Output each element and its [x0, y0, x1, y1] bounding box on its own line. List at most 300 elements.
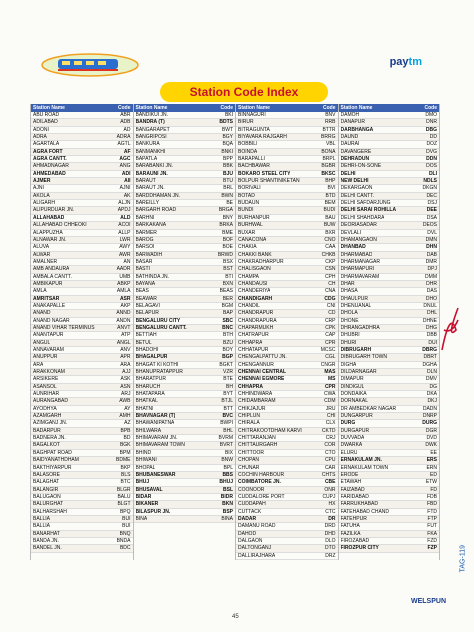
station-name: BHAWANIPATNA — [135, 420, 175, 427]
station-name: FARRUKHABAD — [340, 501, 379, 508]
table-row — [236, 134, 338, 141]
station-code: DHR — [426, 280, 437, 287]
table-row — [134, 296, 236, 303]
station-code: CTO — [325, 449, 336, 456]
station-name: DHOLA — [340, 310, 358, 317]
station-code: BTU — [223, 178, 233, 185]
table-row — [339, 222, 440, 229]
station-code: BOY — [222, 347, 233, 353]
station-code: BTD — [325, 192, 336, 199]
table-row — [236, 281, 338, 288]
table-row — [236, 119, 338, 126]
station-name: ALUVA — [33, 244, 50, 251]
table-row — [134, 230, 236, 237]
station-name: FATUHA — [340, 523, 360, 530]
table-row — [134, 406, 236, 413]
station-code: CNI — [326, 302, 336, 309]
table-row — [339, 435, 440, 442]
table-row — [339, 281, 440, 288]
station-name: DEKARGAON — [340, 185, 373, 192]
station-name: DILDARNAGAR — [340, 369, 377, 376]
station-name: ASANSOL — [33, 383, 57, 390]
station-name: AMRITSAR — [33, 295, 60, 302]
station-name: DHAR — [340, 280, 355, 287]
table-row — [31, 347, 133, 354]
station-code: BBK — [222, 163, 233, 170]
table-row — [31, 457, 133, 464]
station-name: DELHI SAFDARJUNG — [340, 200, 391, 207]
station-code: CAP — [325, 332, 336, 339]
table-column — [30, 104, 133, 560]
station-name: DAHOD — [238, 530, 257, 537]
station-name: BINNAGURI — [238, 112, 266, 118]
station-code: DMV — [425, 376, 437, 383]
station-code: DSJ — [427, 200, 437, 207]
station-name: AMALNER — [33, 258, 58, 265]
station-name: ALWAR — [33, 251, 51, 258]
station-code: DTO — [325, 545, 336, 552]
station-name: DELHI SARAI ROHILLA — [340, 207, 397, 214]
station-code: BONA — [321, 148, 336, 155]
station-name: BHUSAVAL — [135, 486, 163, 493]
station-name: BUNDI — [238, 207, 254, 214]
station-code: BGBR — [321, 163, 336, 170]
table-row — [134, 119, 236, 126]
station-code: DOS — [426, 163, 437, 170]
station-code: AGC — [119, 156, 131, 163]
station-code: BOF — [222, 236, 233, 243]
station-name: BOBBILI — [238, 141, 258, 148]
table-row — [236, 171, 338, 178]
station-code: ANGL — [116, 339, 131, 346]
table-column — [235, 104, 338, 560]
station-code: CLX — [325, 420, 336, 427]
station-code: BRGA — [218, 207, 233, 214]
station-code: DMM — [425, 273, 437, 280]
station-code: BNDA — [116, 537, 131, 544]
station-name: BHUJ — [135, 479, 150, 486]
table-row — [31, 487, 133, 494]
station-name: BHARUCH — [135, 383, 161, 390]
table-row — [339, 325, 440, 332]
station-code: BH — [226, 383, 233, 390]
station-name: ALIPURDUAR JN. — [33, 207, 75, 214]
table-row — [31, 369, 133, 376]
station-code: FBD — [427, 501, 437, 508]
header-station-name: Station Name — [340, 105, 373, 111]
table-row — [339, 509, 440, 516]
station-code: BHUJ — [219, 479, 233, 486]
table-row — [339, 112, 440, 119]
table-row — [31, 134, 133, 141]
station-name: BEAWAR — [135, 295, 157, 302]
table-row — [31, 428, 133, 435]
station-name: BALAGHAT — [33, 479, 60, 486]
table-row — [31, 516, 133, 523]
station-name: CHANDERIYA — [238, 288, 271, 295]
station-name: DEVLALI — [340, 229, 362, 236]
station-code: CNO — [324, 236, 336, 243]
station-name: BENGALURU CITY — [135, 317, 181, 324]
column-header — [31, 104, 133, 112]
table-row — [236, 340, 338, 347]
station-name: COCHIN HARBOUR — [238, 471, 285, 478]
station-code: DHD — [324, 530, 336, 537]
table-row — [134, 149, 236, 156]
station-code: BNV — [325, 112, 336, 118]
table-row — [134, 274, 236, 281]
table-column — [338, 104, 441, 560]
table-row — [339, 420, 440, 427]
table-row — [134, 479, 236, 486]
station-code: BTI — [225, 273, 233, 280]
table-row — [236, 156, 338, 163]
station-code: DRD — [324, 523, 336, 530]
station-name: FATEHABAD CHAND — [340, 508, 390, 515]
welspun-logo: WELSPUN — [411, 598, 446, 605]
station-code: BRPL — [322, 156, 336, 163]
station-code: BXN — [222, 280, 233, 287]
station-name: BANGARAPET — [135, 126, 170, 133]
station-name: BALUGAON — [33, 493, 61, 500]
station-code: CAA — [325, 244, 336, 251]
station-name: DEHRI-ON-SONE — [340, 163, 382, 170]
station-code: APR — [120, 354, 131, 361]
table-row — [31, 296, 133, 303]
table-row — [339, 369, 440, 376]
station-name: BURHANPUR — [238, 214, 270, 221]
station-code: BIX — [224, 449, 233, 456]
table-row — [31, 384, 133, 391]
station-name: DIGHA — [340, 361, 357, 368]
table-row — [134, 450, 236, 457]
station-code: DBRT — [423, 354, 437, 361]
station-name: CHIPLUN — [238, 413, 260, 420]
station-code: BLGT — [117, 501, 131, 508]
station-name: BARKAKANA — [135, 222, 167, 229]
station-name: BINA — [135, 515, 148, 522]
station-code: ALJN — [118, 200, 131, 207]
table-row — [339, 318, 440, 325]
station-code: ASR — [119, 295, 131, 302]
station-code: BNQ — [119, 530, 131, 537]
table-row — [236, 310, 338, 317]
table-row — [31, 391, 133, 398]
station-code: BZU — [223, 339, 233, 346]
station-name: DHANBAD — [340, 244, 366, 251]
station-name: BIKANER — [135, 501, 159, 508]
station-code: DD — [429, 134, 437, 141]
station-code: COR — [324, 442, 336, 449]
station-name: BHATNI — [135, 405, 154, 412]
station-code: FKA — [427, 530, 437, 537]
table-row — [31, 435, 133, 442]
station-name: DELHI CANTT. — [340, 192, 375, 199]
table-row — [134, 112, 236, 119]
station-name: ANAND VIHAR TERMINUS — [33, 324, 95, 331]
table-row — [134, 501, 236, 508]
table-row — [134, 252, 236, 259]
station-name: DHASA — [340, 288, 358, 295]
station-code: CH — [328, 280, 336, 287]
table-row — [236, 384, 338, 391]
station-code: ATP — [121, 332, 131, 339]
table-row — [134, 354, 236, 361]
station-name: BILASPUR JN. — [135, 508, 171, 515]
table-row — [236, 296, 338, 303]
signature-stamp — [438, 300, 462, 360]
table-row — [134, 281, 236, 288]
table-row — [134, 266, 236, 273]
table-row — [236, 141, 338, 148]
station-name: BATHINDA JN. — [135, 273, 170, 280]
table-row — [31, 281, 133, 288]
station-name: BAREILLY — [135, 200, 160, 207]
header-code: Code — [323, 105, 336, 111]
station-name: AHMADNAGAR — [33, 163, 69, 170]
station-name: CHITTOOR — [238, 449, 265, 456]
station-code: BRWD — [217, 251, 233, 258]
station-code: ASK — [120, 376, 131, 383]
station-name: ARA — [33, 361, 44, 368]
station-code: BTT — [223, 405, 233, 412]
table-row — [236, 252, 338, 259]
station-name: BARDDHAMAN JN. — [135, 192, 180, 199]
table-row — [31, 193, 133, 200]
station-name: CHALISGAON — [238, 266, 271, 273]
station-code: CTC — [325, 508, 336, 515]
table-row — [31, 376, 133, 383]
table-row — [31, 112, 133, 119]
table-row — [236, 303, 338, 310]
station-name: ERNAKULAM JN. — [340, 457, 382, 464]
station-name: DONDAIKA — [340, 391, 367, 398]
station-name: FAIZABAD — [340, 486, 365, 493]
table-row — [31, 252, 133, 259]
station-code: CDM — [324, 398, 336, 405]
station-code: MS — [328, 376, 336, 383]
station-name: ALIGARH — [33, 200, 55, 207]
station-code: BUW — [323, 222, 336, 229]
table-row — [134, 340, 236, 347]
station-name: DHRANGADHRA — [340, 324, 380, 331]
table-row — [31, 149, 133, 156]
station-code: UMB — [119, 273, 131, 280]
table-row — [236, 545, 338, 552]
train-logo-icon — [40, 52, 140, 78]
table-row — [31, 207, 133, 214]
station-code: DMO — [425, 112, 437, 118]
station-code: AWR — [119, 251, 131, 258]
station-code: DNR — [426, 119, 437, 126]
station-code: BHP — [325, 178, 336, 185]
table-row — [236, 288, 338, 295]
table-row — [339, 156, 440, 163]
station-code: BEAS — [219, 288, 233, 295]
station-code: AJJ — [122, 369, 131, 376]
station-code: FDB — [427, 493, 437, 500]
table-row — [31, 332, 133, 339]
table-row — [134, 347, 236, 354]
table-row — [339, 185, 440, 192]
table-row — [339, 376, 440, 383]
table-row — [339, 479, 440, 486]
station-code: ASN — [120, 383, 131, 390]
station-code: BJU — [222, 170, 233, 177]
station-name: COONOOR — [238, 486, 265, 493]
station-name: DARBHANGA — [340, 126, 374, 133]
station-code: BST — [223, 266, 233, 273]
station-name: DAMOH — [340, 112, 360, 118]
table-row — [339, 340, 440, 347]
table-row — [339, 465, 440, 472]
station-code: DADN — [422, 405, 437, 412]
station-name: BALANGIR — [33, 486, 59, 493]
table-row — [339, 237, 440, 244]
station-name: CHENGALPATTU JN. — [238, 354, 287, 361]
station-code: BNY — [222, 214, 233, 221]
station-name: FARIDABAD — [340, 493, 369, 500]
station-code: CPR — [324, 339, 336, 346]
table-row — [339, 252, 440, 259]
station-name: DURGAPUR — [340, 427, 370, 434]
table-row — [134, 376, 236, 383]
table-row — [236, 354, 338, 361]
table-row — [339, 450, 440, 457]
table-row — [31, 259, 133, 266]
station-name: ANUPPUR — [33, 354, 58, 361]
table-row — [31, 523, 133, 530]
station-name: CHHAPRA — [238, 383, 263, 390]
station-code: ERN — [426, 464, 437, 471]
table-row — [31, 127, 133, 134]
station-code: BTJL — [221, 398, 233, 405]
station-code: AKP — [120, 302, 131, 309]
station-code: DMN — [425, 236, 437, 243]
table-row — [339, 523, 440, 530]
station-name: DUVVADA — [340, 435, 365, 442]
station-name: BAROG — [135, 236, 154, 243]
table-row — [339, 538, 440, 545]
table-row — [134, 325, 236, 332]
table-row — [339, 501, 440, 508]
table-row — [339, 200, 440, 207]
station-code: CPK — [325, 324, 336, 331]
station-code: ANND — [116, 310, 131, 317]
station-name: DELHI SHAHDARA — [340, 214, 385, 221]
table-row — [31, 222, 133, 229]
station-name: BUDAUN — [238, 200, 260, 207]
table-row — [236, 442, 338, 449]
station-name: ADONI — [33, 126, 49, 133]
table-row — [31, 288, 133, 295]
station-code: VBL — [326, 141, 336, 148]
station-name: AMBALA CANTT. — [33, 273, 72, 280]
station-name: ALNAWAR JN. — [33, 236, 67, 243]
station-code: ED — [430, 471, 437, 478]
table-row — [31, 141, 133, 148]
station-name: ERNAKULAM TOWN — [340, 464, 389, 471]
column-header — [134, 104, 236, 112]
table-row — [236, 494, 338, 501]
station-code: BTE — [223, 376, 233, 383]
station-code: CPU — [324, 457, 336, 464]
station-name: AMLA — [33, 288, 47, 295]
station-code: DEOS — [422, 222, 437, 229]
station-name: ALAPPUZHA — [33, 229, 63, 236]
table-row — [236, 200, 338, 207]
station-name: BUXAR — [238, 229, 256, 236]
station-name: BALURGHAT — [33, 501, 64, 508]
station-code: FUT — [427, 523, 437, 530]
station-name: AUNRIHAR — [33, 391, 60, 398]
table-row — [134, 303, 236, 310]
station-name: DHARMAVARAM — [340, 273, 380, 280]
station-name: BAGHPAT ROAD — [33, 449, 72, 456]
table-row — [339, 207, 440, 214]
station-code: BTTR — [322, 126, 336, 133]
station-name: CHANDIGARH — [238, 295, 273, 302]
station-code: DGR — [425, 427, 437, 434]
station-code: CGL — [325, 354, 336, 361]
station-code: ABR — [120, 112, 131, 118]
station-code: DLN — [426, 369, 437, 376]
station-name: BELAPUR — [135, 310, 159, 317]
table-row — [236, 332, 338, 339]
station-name: DALGAON — [238, 537, 263, 544]
station-code: DHG — [425, 324, 437, 331]
table-row — [236, 347, 338, 354]
station-name: DIMAPUR — [340, 376, 364, 383]
station-code: FZP — [427, 545, 437, 552]
table-row — [134, 200, 236, 207]
station-code: DWK — [425, 442, 437, 449]
table-row — [236, 538, 338, 545]
station-name: ABU ROAD — [33, 112, 60, 118]
station-code: ARJ — [121, 391, 131, 398]
station-name: BHAGAT KI KOTHI — [135, 361, 179, 368]
station-code: JRU — [325, 405, 336, 412]
station-code: AWY — [119, 244, 131, 251]
station-code: MCSC — [320, 347, 336, 353]
station-code: BGY — [222, 134, 233, 141]
table-row — [134, 369, 236, 376]
table-row — [236, 472, 338, 479]
station-name: BAKTHIYARPUR — [33, 464, 72, 471]
station-name: CHENGANNUR — [238, 361, 274, 368]
station-name: CHHINDWARA — [238, 391, 273, 398]
table-row — [31, 318, 133, 325]
table-row — [134, 193, 236, 200]
station-name: AJMER — [33, 178, 51, 185]
table-row — [236, 531, 338, 538]
table-row — [339, 259, 440, 266]
table-row — [31, 244, 133, 251]
station-name: BARGARH ROAD — [135, 207, 177, 214]
table-row — [339, 230, 440, 237]
station-name: ALLAHABAD CHHEOKI — [33, 222, 87, 229]
station-code: ANG — [119, 163, 131, 170]
station-code: CAR — [324, 464, 336, 471]
station-code: BNKI — [221, 148, 233, 155]
station-name: CHAKRADHARPUR — [238, 258, 284, 265]
station-code: BDTS — [219, 119, 233, 126]
table-row — [134, 413, 236, 420]
station-code: CNGR — [320, 361, 336, 368]
station-code: SBC — [222, 317, 233, 324]
station-name: AYODHYA — [33, 405, 57, 412]
table-row — [236, 259, 338, 266]
